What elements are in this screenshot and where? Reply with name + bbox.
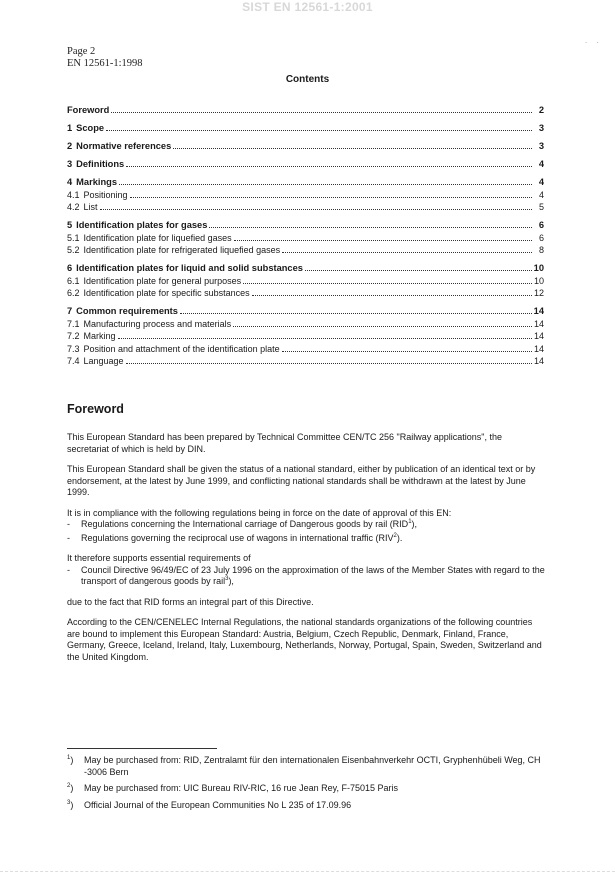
dot-leader [252, 295, 532, 296]
toc-entry-title: Language [83, 356, 124, 366]
toc-entry[interactable] [67, 232, 544, 245]
dot-leader [100, 209, 532, 210]
toc-entry-title: Identification plates for liquid and solid substances [76, 263, 303, 273]
toc-entry[interactable] [67, 158, 544, 171]
foreword-paragraph: According to the CEN/CENELEC Internal Regulations, the national standards organizations of the following countries are bound to implement this European Standard: Austria, Belgium, Czech Republic, Denmark, Finland, France, Germany, Greece, Iceland, Ireland, Italy, Luxembourg, Netherlands, Norway, Portugal, Spain, Sweden, Switzerland and the United Kingdom. [67, 617, 542, 662]
toc-entry-page: 14 [533, 356, 544, 366]
toc-entry[interactable] [67, 104, 544, 117]
toc-entry[interactable] [67, 275, 544, 288]
footnote [67, 783, 545, 795]
toc-entry-page: 8 [538, 245, 544, 255]
footnote [67, 755, 545, 778]
toc-entry-page: 14 [533, 343, 544, 354]
toc-entry-number: 1 [67, 123, 73, 133]
toc-entry-page: 2 [538, 105, 544, 115]
toc-entry-page: 4 [538, 177, 544, 187]
toc-entry[interactable] [67, 355, 544, 368]
toc-entry-title: List [83, 202, 98, 212]
toc-entry-title: Identification plate for general purposes [83, 275, 242, 286]
toc-entry-title: Identification plate for liquefied gases [83, 232, 232, 243]
footnote-divider [67, 748, 217, 749]
foreword-paragraph: It is in compliance with the following regulations being in force on the date of approval of this EN: [67, 507, 452, 518]
toc-entry-page: 14 [533, 306, 544, 316]
toc-entry-number: 5 [67, 220, 73, 230]
document-number: EN 12561-1:1998 [67, 58, 143, 69]
toc-entry[interactable] [67, 140, 544, 153]
regulation-item: - Regulations governing the reciprocal use of wagons in international traffic (RIV$^2$). [67, 532, 403, 543]
foreword-heading: Foreword [67, 402, 124, 416]
scan-artifact: · · [584, 38, 599, 47]
toc-entry[interactable] [67, 318, 544, 331]
toc-entry[interactable] [67, 201, 544, 214]
dot-leader [118, 338, 532, 339]
toc-entry-page: 5 [538, 202, 544, 212]
footnote-mark: $^2$) [67, 783, 74, 793]
toc-entry-page: 14 [533, 331, 544, 341]
toc-entry-page: 3 [538, 141, 544, 151]
toc-entry-page: 4 [538, 159, 544, 169]
toc-entry-title: Positioning [83, 189, 128, 200]
toc-entry[interactable] [67, 219, 544, 232]
toc-entry-number: 7.1 [67, 318, 80, 329]
toc-entry-page: 3 [538, 123, 544, 133]
toc-entry[interactable] [67, 244, 544, 257]
toc-entry-number: 4.1 [67, 189, 80, 200]
toc-entry-title: Scope [76, 123, 105, 133]
toc-entry-number: 6 [67, 263, 73, 273]
toc-entry-number: 5.1 [67, 232, 80, 243]
page-header [67, 46, 143, 70]
toc-entry[interactable] [67, 176, 544, 189]
toc-entry[interactable] [67, 262, 544, 275]
footnote-mark: $^3$) [67, 799, 74, 810]
footnote-mark: $^1$) [67, 755, 74, 765]
foreword-body [67, 432, 545, 663]
toc-entry[interactable] [67, 343, 544, 356]
toc-entry-title: Markings [76, 177, 117, 187]
watermark: SIST EN 12561-1:2001 [242, 0, 373, 14]
dot-leader [126, 166, 532, 167]
dot-leader [111, 112, 532, 113]
dot-leader [305, 270, 532, 271]
dot-leader [126, 363, 532, 364]
toc-entry-page: 6 [538, 220, 544, 230]
toc-entry-title: Definitions [76, 159, 125, 169]
toc-entry-number: 4 [67, 177, 73, 187]
dot-leader [282, 252, 532, 253]
toc-entry[interactable] [67, 287, 544, 300]
dot-leader [282, 351, 532, 352]
scan-edge [0, 871, 615, 872]
toc-entry-number: 7.3 [67, 343, 80, 354]
table-of-contents [67, 104, 544, 368]
toc-entry-number: 7.2 [67, 331, 80, 341]
toc-entry-page: 6 [538, 232, 544, 243]
dot-leader [130, 197, 532, 198]
footnote-text: May be purchased from: RID, Zentralamt für den internationalen Eisenbahnverkehr OCTI, Gryphenhübeli Weg, CH -3006 Bern [84, 755, 541, 777]
toc-entry-title: Foreword [67, 105, 110, 115]
toc-entry[interactable] [67, 305, 544, 318]
foreword-paragraph: This European Standard shall be given the status of a national standard, either by publication of an identical text or by endorsement, at the latest by June 1999, and conflicting national standards shall be withdrawn at the latest by June 1999. [67, 464, 536, 497]
toc-entry[interactable] [67, 122, 544, 135]
footnote-text: May be purchased from: UIC Bureau RIV-RIC, 16 rue Jean Rey, F-75015 Paris [84, 783, 398, 793]
directive-item: - Council Directive 96/49/EC of 23 July 1996 on the approximation of the laws of the Member States with regard to the transport of dangerous goods by rail$^3$), [67, 564, 545, 586]
contents-title: Contents [285, 74, 330, 85]
toc-entry-number: 3 [67, 159, 73, 169]
toc-entry-number: 2 [67, 141, 73, 151]
regulation-item: - Regulations concerning the International carriage of Dangerous goods by rail (RID$^1$), [67, 519, 418, 529]
dot-leader [106, 130, 532, 131]
toc-entry-page: 14 [533, 318, 544, 329]
toc-entry-title: Common requirements [76, 306, 178, 316]
dot-leader [209, 227, 532, 228]
toc-entry-page: 4 [538, 189, 544, 200]
toc-entry-title: Identification plate for refrigerated liquefied gases [83, 245, 281, 255]
foreword-paragraph: It therefore supports essential requirements of [67, 553, 251, 563]
toc-entry-title: Position and attachment of the identification plate [83, 343, 280, 354]
footnote-text: Official Journal of the European Communities No L 235 of 17.09.96 [84, 799, 352, 810]
page-number: Page 2 [67, 46, 96, 57]
toc-entry-page: 12 [533, 288, 544, 298]
dot-leader [180, 313, 532, 314]
toc-entry[interactable] [67, 330, 544, 343]
toc-entry-number: 5.2 [67, 245, 80, 255]
toc-entry-title: Identification plate for specific substances [83, 288, 250, 298]
dot-leader [119, 184, 532, 185]
toc-entry-title: Manufacturing process and materials [83, 318, 232, 329]
toc-entry-title: Marking [83, 331, 116, 341]
dot-leader [243, 283, 532, 284]
toc-entry-page: 10 [533, 263, 544, 273]
toc-entry-number: 4.2 [67, 202, 80, 212]
dot-leader [173, 148, 532, 149]
toc-entry-number: 7.4 [67, 356, 80, 366]
toc-entry-number: 7 [67, 306, 73, 316]
toc-entry-number: 6.1 [67, 275, 80, 286]
footnote [67, 800, 545, 812]
toc-entry-title: Normative references [76, 141, 172, 151]
toc-entry-title: Identification plates for gases [76, 220, 208, 230]
footnotes [67, 755, 545, 816]
dot-leader [234, 240, 532, 241]
foreword-paragraph: This European Standard has been prepared by Technical Committee CEN/TC 256 "Railway applications", the secretariat of which is held by DIN. [67, 432, 502, 454]
foreword-paragraph: due to the fact that RID forms an integral part of this Directive. [67, 596, 314, 607]
toc-entry-page: 10 [533, 275, 544, 286]
toc-entry-number: 6.2 [67, 288, 80, 298]
dot-leader [233, 326, 532, 327]
toc-entry[interactable] [67, 189, 544, 202]
